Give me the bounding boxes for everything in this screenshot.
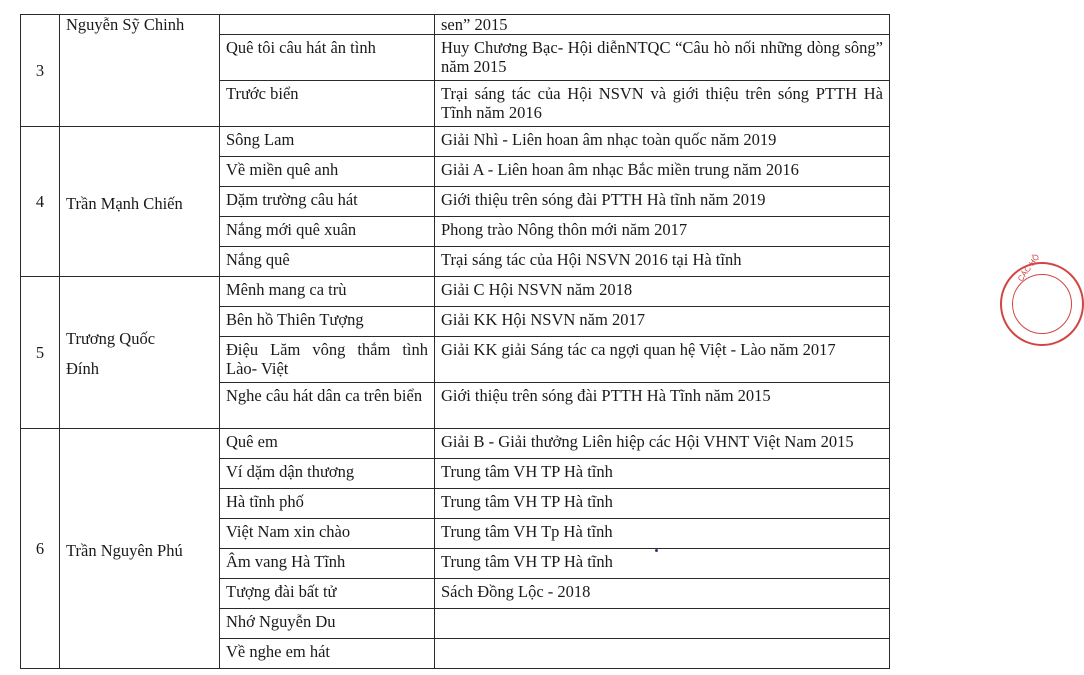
- song-title: Nhớ Nguyễn Du: [220, 609, 435, 639]
- song-title: Mênh mang ca trù: [220, 277, 435, 307]
- award-text: Trung tâm VH TP Hà tĩnh: [435, 459, 890, 489]
- awards-table: [20, 14, 890, 669]
- song-title: [220, 15, 435, 35]
- composer-name: Trần Nguyên Phú: [60, 429, 220, 669]
- award-text: Huy Chương Bạc- Hội diễnNTQC “Câu hò nối những dòng sông” năm 2015: [435, 35, 890, 81]
- table-row: [21, 429, 890, 459]
- song-title: Về miền quê anh: [220, 157, 435, 187]
- song-title: Sông Lam: [220, 127, 435, 157]
- official-seal-stamp: [1000, 252, 1084, 346]
- row-number: 5: [21, 277, 60, 429]
- award-text: sen” 2015: [435, 15, 890, 35]
- song-title: Dặm trường câu hát: [220, 187, 435, 217]
- song-title: Nghe câu hát dân ca trên biển: [220, 383, 435, 429]
- award-text: Giải KK Hội NSVN năm 2017: [435, 307, 890, 337]
- song-title: Tượng đài bất tử: [220, 579, 435, 609]
- song-title: Âm vang Hà Tĩnh: [220, 549, 435, 579]
- award-text: Giải C Hội NSVN năm 2018: [435, 277, 890, 307]
- award-text: Trại sáng tác của Hội NSVN và giới thiệu trên sóng PTTH Hà Tĩnh năm 2016: [435, 81, 890, 127]
- composer-name: Trần Mạnh Chiến: [60, 127, 220, 277]
- song-title: Bên hồ Thiên Tượng: [220, 307, 435, 337]
- song-title: Hà tĩnh phố: [220, 489, 435, 519]
- song-title: Trước biển: [220, 81, 435, 127]
- composer-name: Nguyễn Sỹ Chinh: [60, 15, 220, 127]
- song-title: Nắng mới quê xuân: [220, 217, 435, 247]
- composer-name-text: Trương Quốc Đính: [66, 329, 156, 378]
- seal-inner-ring: [1012, 274, 1072, 334]
- award-text: Trại sáng tác của Hội NSVN 2016 tại Hà tĩnh: [435, 247, 890, 277]
- song-title: Việt Nam xin chào: [220, 519, 435, 549]
- award-text: Trung tâm VH Tp Hà tĩnh: [435, 519, 890, 549]
- row-number: 4: [21, 127, 60, 277]
- award-text: [435, 639, 890, 669]
- award-text: Phong trào Nông thôn mới năm 2017: [435, 217, 890, 247]
- song-title: Nắng quê: [220, 247, 435, 277]
- award-text: Trung tâm VH TP Hà tĩnh: [435, 489, 890, 519]
- table-row: [21, 127, 890, 157]
- award-text: Sách Đồng Lộc - 2018: [435, 579, 890, 609]
- seal-text: CÁC HỘ: [1016, 252, 1042, 284]
- song-title: Quê em: [220, 429, 435, 459]
- composer-name: [60, 277, 220, 429]
- table-row: [21, 277, 890, 307]
- award-text: Giải A - Liên hoan âm nhạc Bắc miền trung năm 2016: [435, 157, 890, 187]
- award-text: Giới thiệu trên sóng đài PTTH Hà Tĩnh năm 2015: [435, 383, 890, 429]
- award-text: Giới thiệu trên sóng đài PTTH Hà tĩnh năm 2019: [435, 187, 890, 217]
- ink-dot: [655, 549, 658, 552]
- award-text: [435, 609, 890, 639]
- award-text: Giải KK giải Sáng tác ca ngợi quan hệ Việt - Lào năm 2017: [435, 337, 890, 383]
- award-text: Giải B - Giải thưởng Liên hiệp các Hội VHNT Việt Nam 2015: [435, 429, 890, 459]
- table-row: [21, 15, 890, 35]
- song-title: Ví dặm dận thương: [220, 459, 435, 489]
- award-text: Trung tâm VH TP Hà tĩnh: [435, 549, 890, 579]
- song-title: Quê tôi câu hát ân tình: [220, 35, 435, 81]
- song-title: Điệu Lăm vông thắm tình Lào- Việt: [220, 337, 435, 383]
- award-text: Giải Nhì - Liên hoan âm nhạc toàn quốc năm 2019: [435, 127, 890, 157]
- row-number: 6: [21, 429, 60, 669]
- row-number: 3: [21, 15, 60, 127]
- song-title: Về nghe em hát: [220, 639, 435, 669]
